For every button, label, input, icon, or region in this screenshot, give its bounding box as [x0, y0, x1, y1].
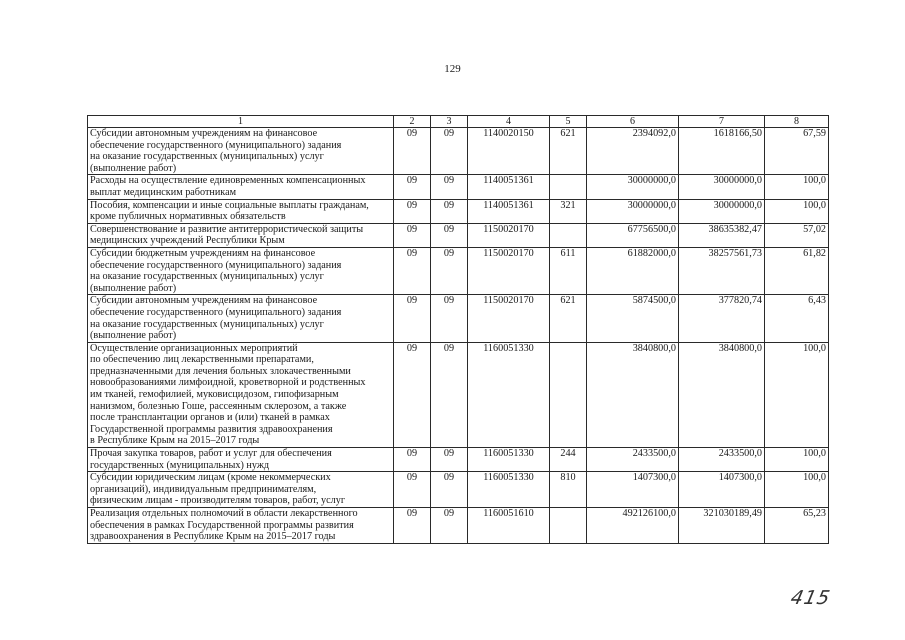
row-actual-amount: 321030189,49 [679, 508, 765, 544]
row-expense-type: 244 [550, 448, 587, 472]
row-target-code: 1150020170 [468, 295, 550, 342]
row-section: 09 [394, 342, 431, 447]
row-subsection: 09 [431, 342, 468, 447]
row-section: 09 [394, 175, 431, 199]
row-planned-amount: 30000000,0 [587, 175, 679, 199]
row-description: Субсидии автономным учреждениям на финансовое обеспечение государственного (муниципального) задания на оказание государственных (муниципальных) услуг (выполнение работ) [88, 128, 394, 175]
row-description: Прочая закупка товаров, работ и услуг для обеспечения государственных (муниципальных) нужд [88, 448, 394, 472]
row-description: Субсидии юридическим лицам (кроме некоммерческих организаций), индивидуальным предпринимателям, физическим лицам - производителям товаров, работ, услуг [88, 472, 394, 508]
row-section: 09 [394, 223, 431, 247]
row-percent: 67,59 [765, 128, 829, 175]
table-row [88, 223, 829, 247]
page-number: 129 [444, 63, 461, 75]
row-planned-amount: 61882000,0 [587, 247, 679, 294]
table-row [88, 448, 829, 472]
table-row [88, 472, 829, 508]
row-section: 09 [394, 295, 431, 342]
row-target-code: 1160051330 [468, 448, 550, 472]
row-expense-type [550, 342, 587, 447]
row-expense-type [550, 175, 587, 199]
header-col-7: 7 [679, 116, 765, 128]
table-row [88, 342, 829, 447]
header-col-2: 2 [394, 116, 431, 128]
row-planned-amount: 1407300,0 [587, 472, 679, 508]
row-percent: 65,23 [765, 508, 829, 544]
row-subsection: 09 [431, 508, 468, 544]
row-subsection: 09 [431, 128, 468, 175]
budget-table [87, 115, 829, 544]
row-target-code: 1160051610 [468, 508, 550, 544]
row-subsection: 09 [431, 223, 468, 247]
row-subsection: 09 [431, 175, 468, 199]
row-planned-amount: 30000000,0 [587, 199, 679, 223]
table-row [88, 199, 829, 223]
row-expense-type: 611 [550, 247, 587, 294]
header-col-6: 6 [587, 116, 679, 128]
row-actual-amount: 1618166,50 [679, 128, 765, 175]
row-percent: 100,0 [765, 342, 829, 447]
row-target-code: 1140051361 [468, 199, 550, 223]
row-planned-amount: 2394092,0 [587, 128, 679, 175]
header-col-1: 1 [88, 116, 394, 128]
table-body [88, 128, 829, 544]
row-expense-type [550, 223, 587, 247]
row-planned-amount: 5874500,0 [587, 295, 679, 342]
header-row [88, 116, 829, 128]
row-description: Субсидии автономным учреждениям на финансовое обеспечение государственного (муниципального) задания на оказание государственных (муниципальных) услуг (выполнение работ) [88, 295, 394, 342]
row-planned-amount: 492126100,0 [587, 508, 679, 544]
row-expense-type: 621 [550, 295, 587, 342]
row-actual-amount: 30000000,0 [679, 175, 765, 199]
row-description: Совершенствование и развитие антитеррористической защиты медицинских учреждений Республики Крым [88, 223, 394, 247]
row-section: 09 [394, 472, 431, 508]
row-description: Реализация отдельных полномочий в области лекарственного обеспечения в рамках Государственной программы развития здравоохранения в Республике Крым на 2015–2017 годы [88, 508, 394, 544]
row-percent: 61,82 [765, 247, 829, 294]
row-percent: 100,0 [765, 448, 829, 472]
header-col-5: 5 [550, 116, 587, 128]
row-actual-amount: 1407300,0 [679, 472, 765, 508]
row-section: 09 [394, 247, 431, 294]
row-expense-type: 621 [550, 128, 587, 175]
row-subsection: 09 [431, 247, 468, 294]
row-percent: 6,43 [765, 295, 829, 342]
row-subsection: 09 [431, 295, 468, 342]
row-description: Субсидии бюджетным учреждениям на финансовое обеспечение государственного (муниципального) задания на оказание государственных (муниципальных) услуг (выполнение работ) [88, 247, 394, 294]
row-section: 09 [394, 508, 431, 544]
row-description: Осуществление организационных мероприятий по обеспечению лиц лекарственными препаратами, предназначенными для лечения больных злокачественными новообразованиями лимфоидной, кроветворной и родственных им тканей, гемофилией, муковисцидозом, гипофизарным нанизмом, болезнью Гоше, рассеянным склерозом, а также после трансплантации органов и (или) тканей в рамках Государственной программы развития здравоохранения в Республике Крым на 2015–2017 годы [88, 342, 394, 447]
row-percent: 57,02 [765, 223, 829, 247]
table-row [88, 295, 829, 342]
row-section: 09 [394, 448, 431, 472]
row-actual-amount: 3840800,0 [679, 342, 765, 447]
row-target-code: 1150020170 [468, 247, 550, 294]
header-col-4: 4 [468, 116, 550, 128]
row-actual-amount: 30000000,0 [679, 199, 765, 223]
table-row [88, 128, 829, 175]
row-target-code: 1160051330 [468, 342, 550, 447]
row-subsection: 09 [431, 199, 468, 223]
row-target-code: 1140020150 [468, 128, 550, 175]
row-actual-amount: 2433500,0 [679, 448, 765, 472]
row-section: 09 [394, 199, 431, 223]
header-col-8: 8 [765, 116, 829, 128]
row-expense-type: 810 [550, 472, 587, 508]
row-expense-type: 321 [550, 199, 587, 223]
row-percent: 100,0 [765, 472, 829, 508]
row-planned-amount: 3840800,0 [587, 342, 679, 447]
table-row [88, 508, 829, 544]
row-planned-amount: 67756500,0 [587, 223, 679, 247]
table-row [88, 175, 829, 199]
row-section: 09 [394, 128, 431, 175]
row-subsection: 09 [431, 472, 468, 508]
row-planned-amount: 2433500,0 [587, 448, 679, 472]
row-actual-amount: 377820,74 [679, 295, 765, 342]
handwritten-page-number: 415 [788, 587, 833, 609]
row-actual-amount: 38257561,73 [679, 247, 765, 294]
row-target-code: 1140051361 [468, 175, 550, 199]
table-row [88, 247, 829, 294]
row-description: Расходы на осуществление единовременных компенсационных выплат медицинским работникам [88, 175, 394, 199]
row-subsection: 09 [431, 448, 468, 472]
row-target-code: 1160051330 [468, 472, 550, 508]
row-target-code: 1150020170 [468, 223, 550, 247]
row-percent: 100,0 [765, 175, 829, 199]
header-col-3: 3 [431, 116, 468, 128]
row-percent: 100,0 [765, 199, 829, 223]
row-expense-type [550, 508, 587, 544]
row-description: Пособия, компенсации и иные социальные выплаты гражданам, кроме публичных нормативных обязательств [88, 199, 394, 223]
row-actual-amount: 38635382,47 [679, 223, 765, 247]
